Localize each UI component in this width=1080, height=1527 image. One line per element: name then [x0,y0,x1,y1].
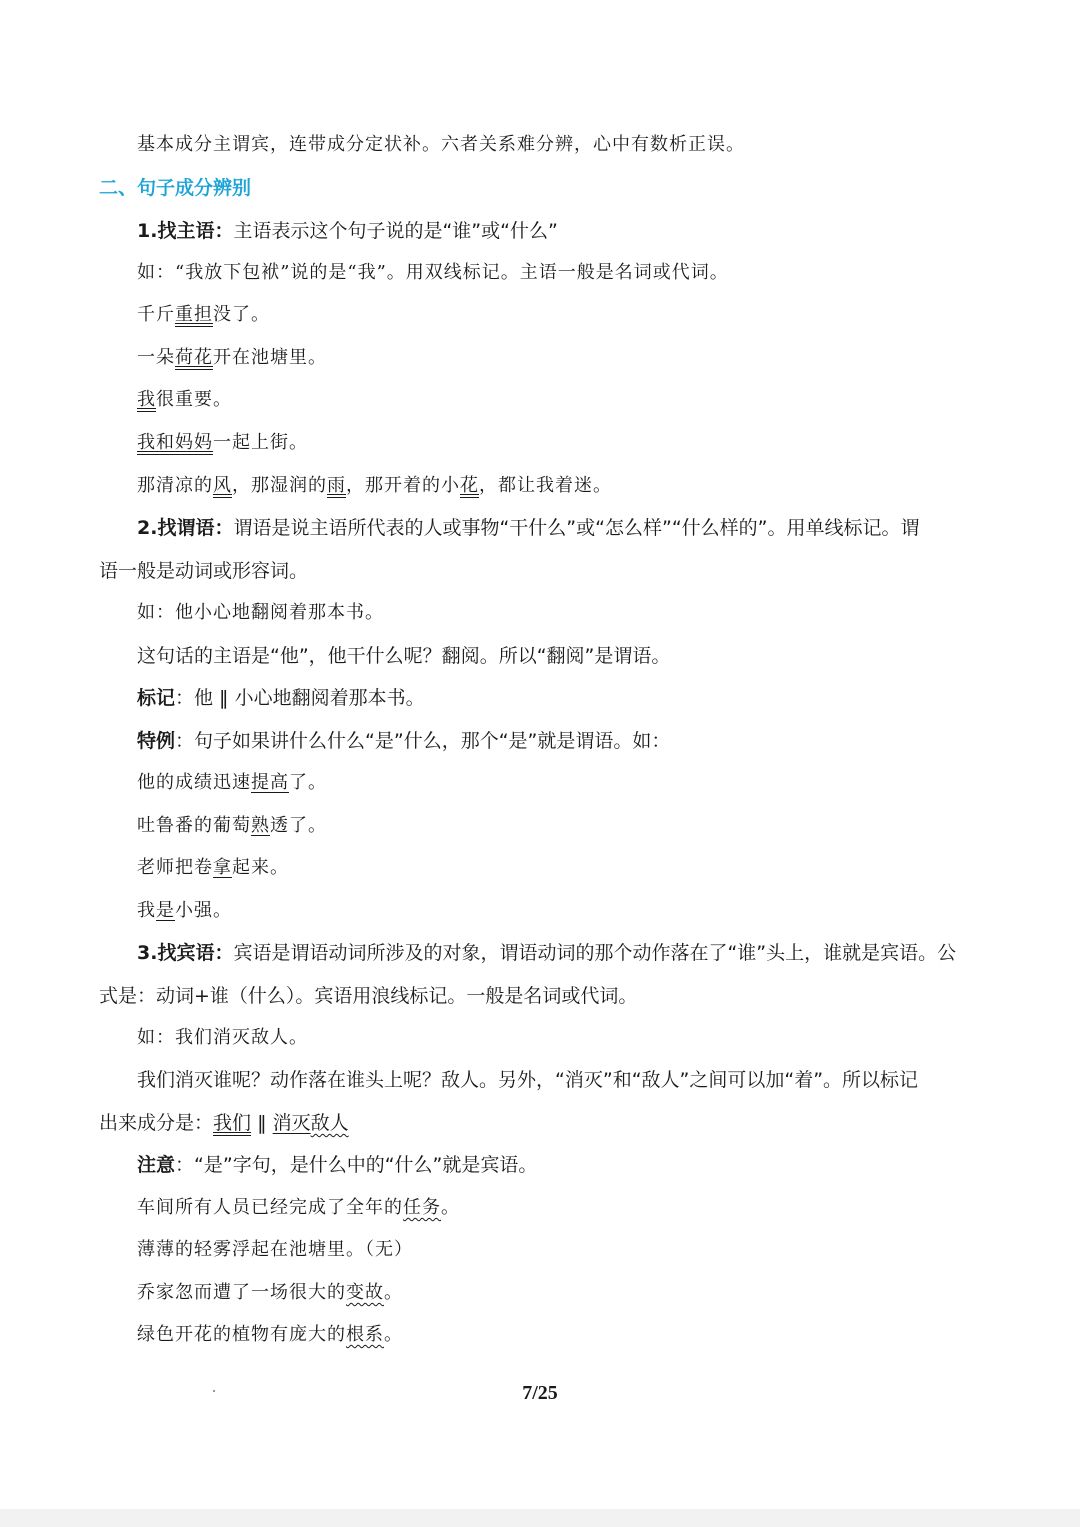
text-segment: 开在池塘里。 [213,347,327,368]
text-segment: 透了。 [270,815,327,836]
subject-mark: 荷花 [175,347,213,368]
predicate-label: 2.找谓语： [137,517,234,539]
text-segment: 那清凉的 [137,475,213,496]
predicate-example-1 [137,769,327,797]
predicate-mark-line [137,684,425,712]
text-segment: ，都让我着迷。 [479,475,612,496]
predicate-example-2 [137,812,327,840]
separator: ‖ [251,1112,273,1134]
predicate-rule [137,514,920,542]
subject-mark: 风 [213,475,232,496]
text-segment: 了。 [289,772,327,793]
object-desc: 宾语是谓语动词所涉及的对象，谓语动词的那个动作落在了“谁”头上，谁就是宾语。公 [233,942,957,964]
subject-example-1 [137,301,270,329]
subject-mark: 雨 [327,475,346,496]
predicate-mark: 消灭 [272,1112,311,1134]
text-segment: 。 [441,1197,460,1218]
mnemonic-text: 基本成分主谓宾，连带成分定状补。六者关系难分辨，心中有数析正误。 [137,134,745,155]
text-segment: 很重要。 [156,389,232,410]
subject-mark: 重担 [175,304,213,325]
predicate-mark: 拿 [213,857,232,878]
predicate-example-4 [137,897,232,925]
text-segment: 他的成绩迅速 [137,772,251,793]
subject-example-4 [137,429,308,457]
text-segment: 一起上街。 [213,432,308,453]
page-number: 7/25 [522,1382,558,1404]
object-note-line [137,1151,537,1179]
special-label: 特例 [137,730,176,752]
text-segment: 薄薄的轻雾浮起在池塘里。（无） [137,1239,413,1260]
text-segment: 没了。 [213,304,270,325]
object-explain-cont [99,1109,349,1137]
text-segment: 绿色开花的植物有庞大的 [137,1324,346,1345]
bottom-edge [0,1509,1080,1527]
text-segment: ，那开着的小 [346,475,460,496]
text-segment: 吐鲁番的葡萄 [137,815,251,836]
predicate-special-line [137,727,670,755]
text-segment: 出来成分是： [99,1112,214,1134]
text-segment: 我 [137,900,156,921]
subject-example-5 [137,472,612,500]
object-explain: 我们消灭谁呢？动作落在谁头上呢？敌人。另外，“消灭”和“敌人”之间可以加“着”。所以标记 [137,1069,919,1091]
subject-label: 1.找主语： [137,220,234,242]
mark-label: 标记 [137,687,176,709]
text-segment: 老师把卷 [137,857,213,878]
predicate-mark: 熟 [251,815,270,836]
predicate-mark: 提高 [251,772,289,793]
object-example: 如：我们消灭敌人。 [137,1027,308,1048]
object-label: 3.找宾语： [137,942,234,964]
predicate-desc-cont: 语一般是动词或形容词。 [99,560,309,582]
predicate-mark: 是 [156,900,175,921]
text-segment: 千斤 [137,304,175,325]
text-segment: 。 [384,1282,403,1303]
section-heading: 二、句子成分辨别 [99,177,252,199]
object-mark: 变故 [346,1282,384,1303]
subject-example-3 [137,386,232,414]
predicate-example-3 [137,854,289,882]
subject-rule [137,217,558,245]
subject-example-2 [137,344,327,372]
object-example-3 [137,1279,403,1307]
object-rule [137,939,956,967]
object-mark: 任务 [403,1197,441,1218]
predicate-example: 如：他小心地翻阅着那本书。 [137,602,384,623]
text-segment: 一朵 [137,347,175,368]
note-label: 注意 [137,1154,176,1176]
special-text: ：句子如果讲什么什么“是”什么，那个“是”就是谓语。如： [175,730,671,752]
predicate-explain: 这句话的主语是“他”，他干什么呢？翻阅。所以“翻阅”是谓语。 [137,645,671,667]
subject-desc: 主语表示这个句子说的是“谁”或“什么” [233,220,558,242]
subject-mark: 我和妈妈 [137,432,213,453]
subject-mark: 我们 [213,1112,252,1134]
note-text: ：“是”字句，是什么中的“什么”就是宾语。 [175,1154,538,1176]
predicate-desc: 谓语是说主语所代表的人或事物“干什么”或“怎么样”“什么样的”。用单线标记。谓 [233,517,920,539]
text-segment: 。 [384,1324,403,1345]
object-desc-cont: 式是：动词+谁（什么）。宾语用浪线标记。一般是名词或代词。 [99,985,638,1007]
object-mark: 敌人 [310,1112,349,1134]
subject-example-intro: 如：“我放下包袱”说的是“我”。用双线标记。主语一般是名词或代词。 [137,262,729,283]
text-segment: 乔家忽而遭了一场很大的 [137,1282,346,1303]
object-example-1 [137,1194,460,1222]
text-segment: 车间所有人员已经完成了全年的 [137,1197,403,1218]
object-example-4 [137,1321,403,1349]
object-example-2 [137,1236,413,1264]
subject-mark: 花 [460,475,479,496]
text-segment: 小强。 [175,900,232,921]
object-mark: 根系 [346,1324,384,1345]
text-segment: 起来。 [232,857,289,878]
text-segment: ，那湿润的 [232,475,327,496]
subject-mark: 我 [137,389,156,410]
mark-text: ：他 ‖ 小心地翻阅着那本书。 [175,687,425,709]
